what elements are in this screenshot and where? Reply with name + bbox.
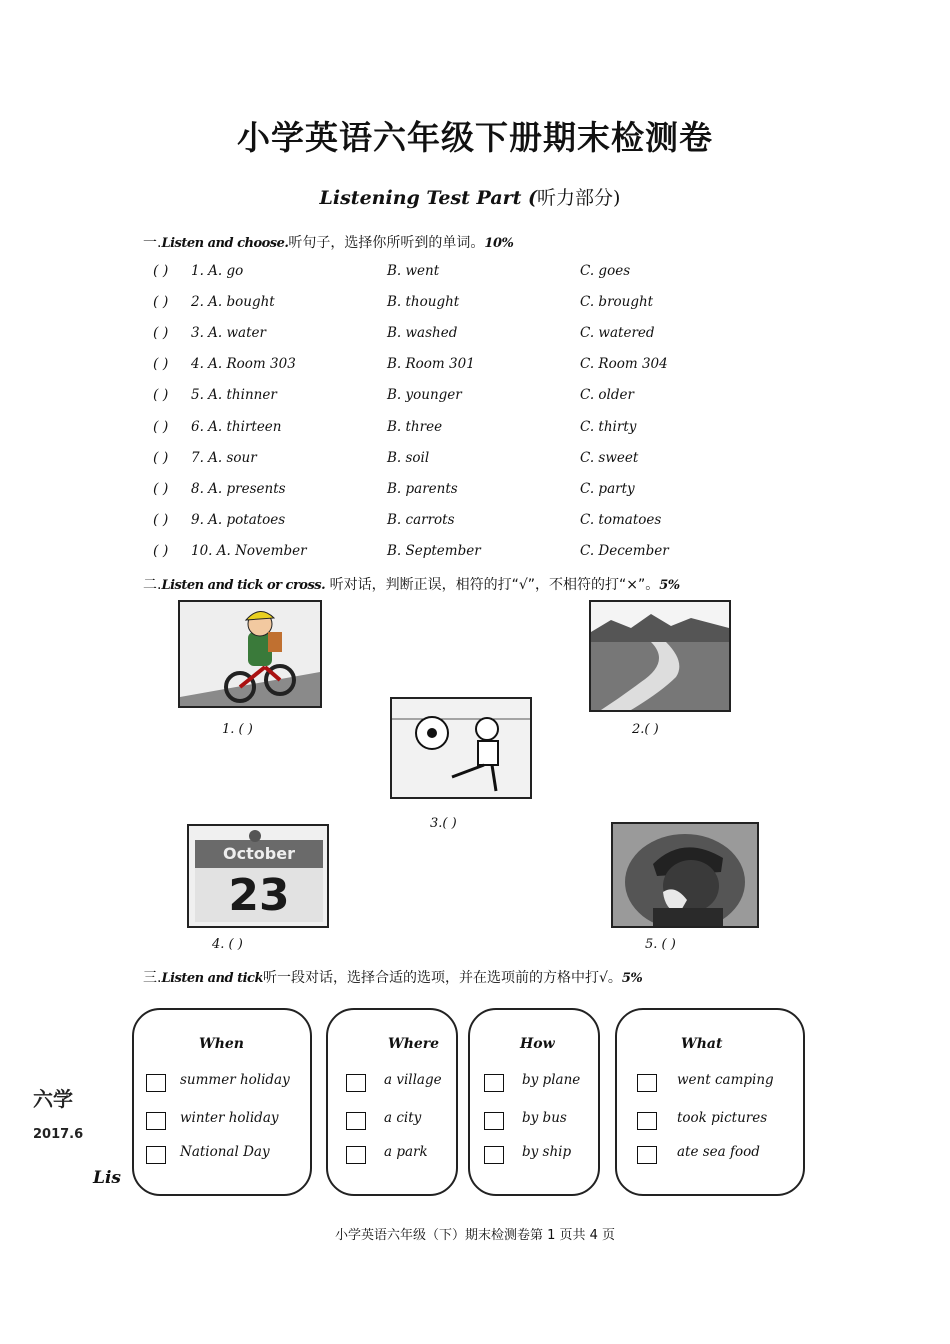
checkbox[interactable]	[637, 1146, 657, 1164]
option-label: by plane	[522, 1072, 581, 1088]
box-heading: How	[520, 1036, 555, 1052]
option-a: 2. A. bought	[191, 294, 275, 310]
checkbox[interactable]	[146, 1112, 166, 1130]
option-a: 6. A. thirteen	[191, 419, 282, 435]
option-box-what	[615, 1008, 805, 1196]
option-b: B. carrots	[387, 512, 455, 528]
option-a: 9. A. potatoes	[191, 512, 286, 528]
answer-blank: ( )	[153, 419, 169, 435]
answer-blank: ( )	[153, 450, 169, 466]
checkbox[interactable]	[637, 1112, 657, 1130]
page-title: 小学英语六年级下册期末检测卷	[237, 118, 713, 157]
page-footer: 小学英语六年级（下）期末检测卷第 1 页共 4 页	[334, 1228, 616, 1243]
caption-1: 1. ( )	[222, 722, 253, 737]
section2-header: 二.Listen and tick or cross. 听对话，判断正误，相符的打“√”，不相符的打“×”。5%	[143, 577, 680, 593]
checkbox[interactable]	[346, 1074, 366, 1092]
calendar-picture	[187, 824, 329, 928]
answer-blank: ( )	[153, 387, 169, 403]
option-a: 3. A. water	[191, 325, 266, 341]
option-b: B. younger	[387, 387, 462, 403]
box-heading: When	[199, 1036, 244, 1052]
option-label: took pictures	[677, 1110, 768, 1126]
option-c: C. party	[580, 481, 635, 497]
checkbox[interactable]	[484, 1112, 504, 1130]
box-heading: Where	[388, 1036, 440, 1052]
option-c: C. December	[580, 543, 669, 559]
option-c: C. Room 304	[580, 356, 668, 372]
option-a: 8. A. presents	[191, 481, 286, 497]
option-a: 7. A. sour	[191, 450, 257, 466]
option-label: summer holiday	[180, 1072, 290, 1088]
pin-icon	[249, 830, 261, 842]
option-box-how	[468, 1008, 600, 1196]
boy-bike-picture	[178, 600, 322, 708]
option-b: B. September	[387, 543, 481, 559]
option-c: C. watered	[580, 325, 655, 341]
checkbox[interactable]	[637, 1074, 657, 1092]
option-a: 1. A. go	[191, 263, 244, 279]
answer-blank: ( )	[153, 263, 169, 279]
option-c: C. tomatoes	[580, 512, 662, 528]
option-label: a park	[384, 1144, 428, 1160]
option-c: C. sweet	[580, 450, 639, 466]
side-note: 六学 2017.6	[33, 1087, 84, 1142]
option-c: C. older	[580, 387, 634, 403]
caption-4: 4. ( )	[212, 937, 243, 952]
option-a: 5. A. thinner	[191, 387, 277, 403]
box-heading: What	[681, 1036, 723, 1052]
option-box-when	[132, 1008, 312, 1196]
option-b: B. three	[387, 419, 443, 435]
caption-3: 3.( )	[430, 816, 457, 831]
option-c: C. goes	[580, 263, 631, 279]
subtitle	[0, 183, 940, 210]
answer-blank: ( )	[153, 512, 169, 528]
option-b: B. parents	[387, 481, 458, 497]
answer-blank: ( )	[153, 481, 169, 497]
checkbox[interactable]	[346, 1112, 366, 1130]
option-b: B. soil	[387, 450, 430, 466]
section1-header: 一.Listen and choose.听句子，选择你所听到的单词。10%	[143, 235, 514, 251]
football-picture	[390, 697, 532, 799]
caption-2: 2.( )	[632, 722, 659, 737]
option-label: winter holiday	[180, 1110, 279, 1126]
crying-boy-picture	[611, 822, 759, 928]
option-c: C. thirty	[580, 419, 637, 435]
side-lis: Lis	[93, 1168, 121, 1188]
checkbox[interactable]	[146, 1146, 166, 1164]
option-label: by bus	[522, 1110, 567, 1126]
option-b: B. went	[387, 263, 440, 279]
checkbox[interactable]	[484, 1074, 504, 1092]
option-label: a city	[384, 1110, 422, 1126]
caption-5: 5. ( )	[645, 937, 676, 952]
option-b: B. Room 301	[387, 356, 475, 372]
option-label: a village	[384, 1072, 442, 1088]
answer-blank: ( )	[153, 325, 169, 341]
subtitle-cn: 听力部分)	[537, 187, 621, 209]
checkbox[interactable]	[484, 1146, 504, 1164]
answer-blank: ( )	[153, 294, 169, 310]
option-label: by ship	[522, 1144, 572, 1160]
river-picture	[589, 600, 731, 712]
option-a: 4. A. Room 303	[191, 356, 296, 372]
option-label: National Day	[180, 1144, 270, 1160]
calendar-day: 23	[195, 868, 323, 922]
calendar-month: October	[195, 840, 323, 868]
option-label: went camping	[677, 1072, 774, 1088]
answer-blank: ( )	[153, 356, 169, 372]
option-label: ate sea food	[677, 1144, 760, 1160]
section3-header: 三.Listen and tick听一段对话，选择合适的选项，并在选项前的方格中打√。5%	[143, 970, 643, 986]
option-b: B. thought	[387, 294, 460, 310]
option-c: C. brought	[580, 294, 654, 310]
option-box-where	[326, 1008, 458, 1196]
checkbox[interactable]	[346, 1146, 366, 1164]
subtitle-en: Listening Test Part (	[319, 187, 538, 209]
answer-blank: ( )	[153, 543, 169, 559]
option-b: B. washed	[387, 325, 458, 341]
option-a: 10. A. November	[191, 543, 307, 559]
checkbox[interactable]	[146, 1074, 166, 1092]
